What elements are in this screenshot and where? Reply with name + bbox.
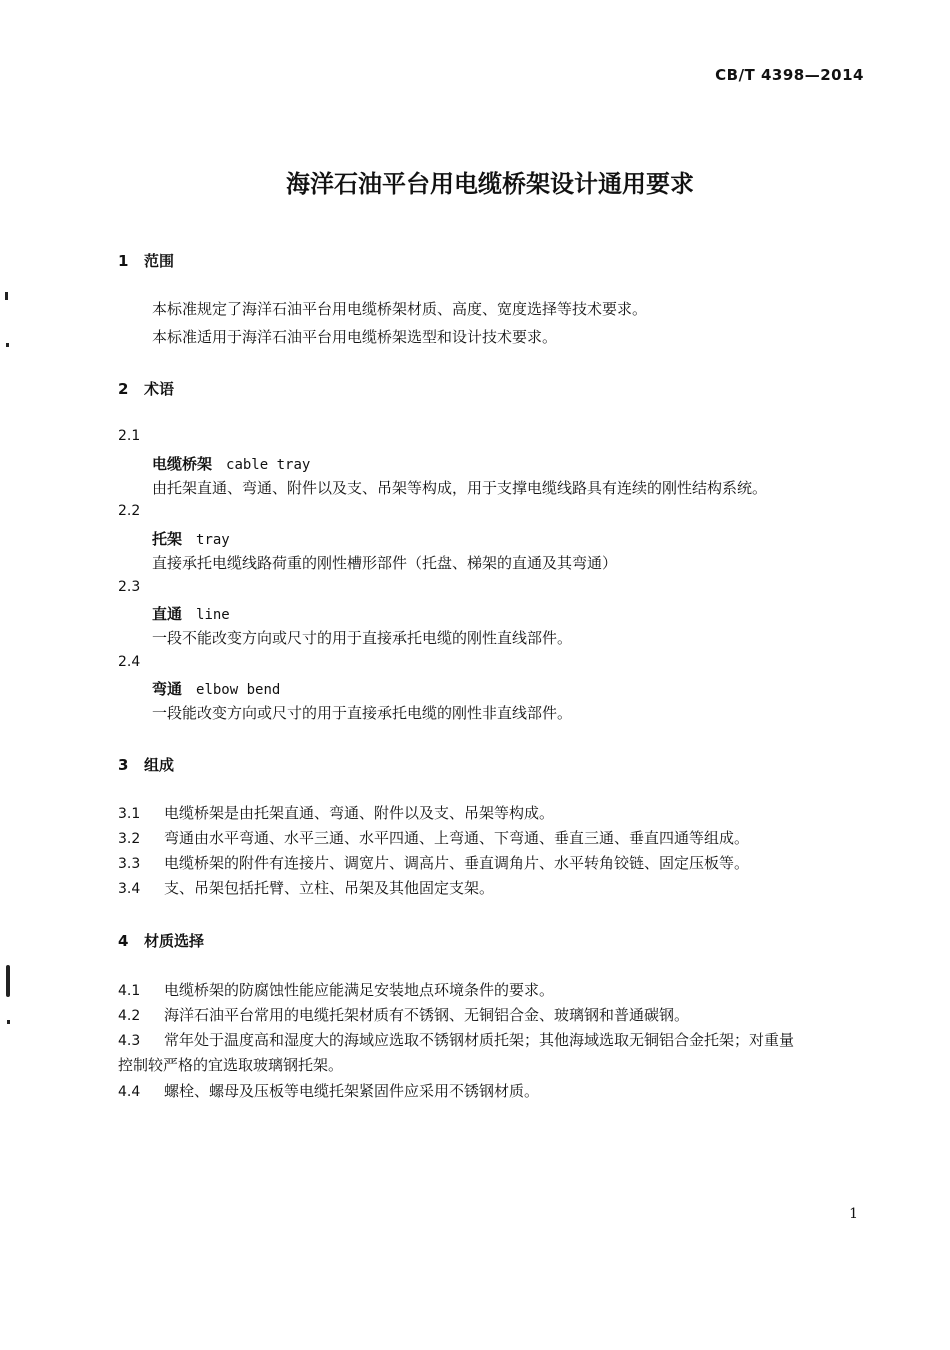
clause	[118, 827, 749, 848]
term-en: elbow bend	[196, 682, 281, 698]
term-number: 2.1	[118, 428, 141, 444]
term-cn: 托架	[152, 530, 183, 548]
clause-text: 海洋石油平台常用的电缆托架材质有不锈钢、无铜铝合金、玻璃钢和普通碳钢。	[164, 1006, 690, 1024]
scan-mark	[6, 343, 9, 347]
term-en: line	[196, 607, 230, 623]
section-number: 2	[118, 380, 129, 398]
clause-number: 4.3	[118, 1033, 141, 1049]
term-number: 2.3	[118, 579, 141, 595]
section-number: 3	[118, 756, 129, 774]
clause-text: 常年处于温度高和湿度大的海域应选取不锈钢材质托架；其他海域选取无铜铝合金托架；对重量	[164, 1031, 795, 1049]
term-entry	[152, 603, 230, 624]
section-heading-4	[118, 930, 204, 951]
paragraph: 本标准适用于海洋石油平台用电缆桥架选型和设计技术要求。	[152, 328, 558, 346]
clause-text: 电缆桥架的防腐蚀性能应能满足安装地点环境条件的要求。	[164, 981, 555, 999]
clause	[118, 802, 554, 823]
term-definition: 直接承托电缆线路荷重的刚性槽形部件（托盘、梯架的直通及其弯通）	[152, 554, 618, 572]
section-heading-3	[118, 754, 174, 775]
clause	[118, 1004, 689, 1025]
term-cn: 电缆桥架	[152, 455, 213, 473]
document-title: 海洋石油平台用电缆桥架设计通用要求	[286, 170, 694, 198]
section-number: 1	[118, 252, 129, 270]
clause-number: 3.4	[118, 881, 141, 897]
clause-text: 电缆桥架是由托架直通、弯通、附件以及支、吊架等构成。	[164, 804, 555, 822]
clause-number: 3.2	[118, 831, 141, 847]
section-heading-1	[118, 250, 174, 271]
term-number: 2.4	[118, 654, 141, 670]
standard-code: CB/T 4398—2014	[715, 66, 864, 84]
section-title: 组成	[144, 756, 175, 774]
clause-number: 4.4	[118, 1084, 141, 1100]
scan-mark	[5, 292, 8, 300]
section-title: 材质选择	[144, 932, 205, 950]
term-entry	[152, 453, 310, 474]
clause-number: 4.1	[118, 983, 141, 999]
section-title: 范围	[144, 252, 175, 270]
clause-text: 螺栓、螺母及压板等电缆托架紧固件应采用不锈钢材质。	[164, 1082, 540, 1100]
clause-text: 电缆桥架的附件有连接片、调宽片、调高片、垂直调角片、水平转角铰链、固定压板等。	[164, 854, 750, 872]
paragraph: 本标准规定了海洋石油平台用电缆桥架材质、高度、宽度选择等技术要求。	[152, 300, 648, 318]
page-number: 1	[849, 1206, 858, 1222]
section-heading-2	[118, 378, 174, 399]
term-definition: 一段不能改变方向或尺寸的用于直接承托电缆的刚性直线部件。	[152, 629, 573, 647]
term-entry	[152, 528, 230, 549]
clause-number: 4.2	[118, 1008, 141, 1024]
clause-text: 支、吊架包括托臂、立柱、吊架及其他固定支架。	[164, 879, 495, 897]
scan-mark	[6, 965, 10, 997]
section-number: 4	[118, 932, 129, 950]
clause-number: 3.3	[118, 856, 141, 872]
section-title: 术语	[144, 380, 175, 398]
clause	[118, 1029, 794, 1050]
clause	[118, 979, 554, 1000]
clause-continuation: 控制较严格的宜选取玻璃钢托架。	[118, 1056, 344, 1074]
term-definition: 由托架直通、弯通、附件以及支、吊架等构成，用于支撑电缆线路具有连续的刚性结构系统。	[152, 479, 768, 497]
term-definition: 一段能改变方向或尺寸的用于直接承托电缆的刚性非直线部件。	[152, 704, 573, 722]
term-cn: 弯通	[152, 680, 183, 698]
clause-number: 3.1	[118, 806, 141, 822]
term-en: tray	[196, 532, 230, 548]
clause	[118, 1080, 539, 1101]
term-number: 2.2	[118, 503, 141, 519]
clause	[118, 852, 749, 873]
term-cn: 直通	[152, 605, 183, 623]
clause-text: 弯通由水平弯通、水平三通、水平四通、上弯通、下弯通、垂直三通、垂直四通等组成。	[164, 829, 750, 847]
term-en: cable tray	[226, 457, 311, 473]
term-entry	[152, 678, 280, 699]
clause	[118, 877, 494, 898]
scan-mark	[7, 1020, 10, 1024]
